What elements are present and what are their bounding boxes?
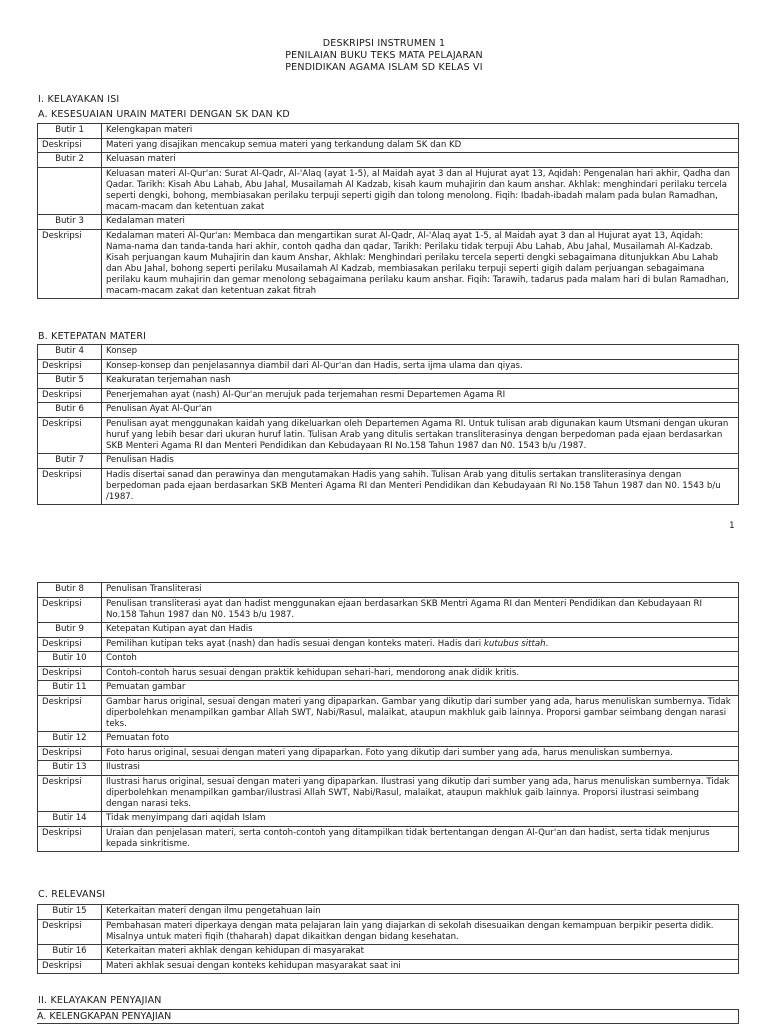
table-row bbox=[38, 827, 739, 852]
table-row bbox=[37, 1010, 739, 1024]
document-title bbox=[0, 38, 768, 74]
row-label-butir: Butir 14 bbox=[38, 812, 102, 827]
row-label-deskripsi: Deskripsi bbox=[38, 920, 102, 945]
title-line-2: PENILAIAN BUKU TEKS MATA PELAJARAN bbox=[285, 50, 483, 61]
table-row bbox=[38, 418, 739, 454]
row-label-deskripsi: Deskripsi bbox=[38, 598, 102, 623]
row-label-butir: Butir 9 bbox=[38, 623, 102, 638]
row-description: Materi yang disajikan mencakup semua materi yang terkandung dalam SK dan KD bbox=[102, 139, 739, 153]
row-label-butir: Butir 10 bbox=[38, 652, 102, 667]
section-heading-c: C. RELEVANSI bbox=[38, 889, 106, 900]
row-label-butir: Butir 4 bbox=[38, 345, 102, 360]
section-heading-ii-a: A. KELENGKAPAN PENYAJIAN bbox=[37, 1010, 739, 1024]
row-label-deskripsi: Deskripsi bbox=[38, 230, 102, 299]
row-label-deskripsi: Deskripsi bbox=[38, 469, 102, 505]
row-description: Konsep-konsep dan penjelasannya diambil dari Al-Qur'an dan Hadis, serta ijma ulama dan qiyas. bbox=[102, 360, 739, 374]
description-tail-text: . bbox=[545, 639, 549, 649]
table-row bbox=[38, 761, 739, 776]
table-row bbox=[38, 230, 739, 299]
row-criterion: Contoh bbox=[102, 652, 739, 667]
row-label-deskripsi: Deskripsi bbox=[38, 827, 102, 852]
row-criterion: Keakuratan terjemahan nash bbox=[102, 374, 739, 389]
row-label-deskripsi: Deskripsi bbox=[38, 667, 102, 681]
table-body bbox=[38, 905, 739, 974]
row-label-butir: Butir 6 bbox=[38, 403, 102, 418]
table-row bbox=[38, 124, 739, 139]
row-label-deskripsi: Deskripsi bbox=[38, 747, 102, 761]
table-row bbox=[38, 215, 739, 230]
row-criterion: Penulisan Ayat Al-Qur'an bbox=[102, 403, 739, 418]
table-body bbox=[38, 124, 739, 299]
row-description: Materi akhlak sesuai dengan konteks kehidupan masyarakat saat ini bbox=[102, 960, 739, 974]
row-label-deskripsi: Deskripsi bbox=[38, 418, 102, 454]
row-label-butir: Butir 7 bbox=[38, 454, 102, 469]
table-row bbox=[38, 652, 739, 667]
row-label-deskripsi: Deskripsi bbox=[38, 696, 102, 732]
table-row bbox=[38, 920, 739, 945]
row-label-butir: Butir 1 bbox=[38, 124, 102, 139]
row-label-butir: Butir 12 bbox=[38, 732, 102, 747]
row-description: Penulisan ayat menggunakan kaidah yang dikeluarkan oleh Departemen Agama RI. Untuk tulisan arab digunakan kaum Utsmani dengan ukuran huruf yang lebih besar dari ukuran huruf latin. Tulisan Arab yang ditulis sertakan transliterasinya dengan berpedoman pada ejaan berdasarkan SKB Menteri Agama RI dan Menteri Pendidikan dan Kebudayaan RI No.158 Tahun 1987 dan N0. 1543 b/u /1987. bbox=[102, 418, 739, 454]
table-relevansi bbox=[37, 904, 739, 974]
description-italic-text: kutubus sittah bbox=[483, 639, 546, 649]
row-label-deskripsi: Deskripsi bbox=[38, 389, 102, 403]
table-body bbox=[38, 583, 739, 852]
table-row bbox=[38, 583, 739, 598]
table-row bbox=[38, 345, 739, 360]
row-criterion: Konsep bbox=[102, 345, 739, 360]
row-label-butir: Butir 16 bbox=[38, 945, 102, 960]
row-description: Contoh-contoh harus sesuai dengan praktik kehidupan sehari-hari, mendorong anak didik kritis. bbox=[102, 667, 739, 681]
table-row bbox=[38, 960, 739, 974]
section-heading-b: B. KETEPATAN MATERI bbox=[38, 331, 147, 342]
row-label-deskripsi bbox=[38, 168, 102, 215]
table-row bbox=[38, 681, 739, 696]
row-description: Uraian dan penjelasan materi, serta contoh-contoh yang ditampilkan tidak bertentangan dengan Al-Qur'an dan hadist, serta tidak menjurus kepada sinkritisme. bbox=[102, 827, 739, 852]
table-row bbox=[38, 812, 739, 827]
row-label-butir: Butir 15 bbox=[38, 905, 102, 920]
row-label-butir: Butir 2 bbox=[38, 153, 102, 168]
row-description: Penulisan transliterasi ayat dan hadist menggunakan ejaan berdasarkan SKB Mentri Agama RI dan Menteri Pendidikan dan Kebudayaan RI No.158 Tahun 1987 dan N0. 1543 b/u 1987. bbox=[102, 598, 739, 623]
row-label-butir: Butir 11 bbox=[38, 681, 102, 696]
row-label-deskripsi: Deskripsi bbox=[38, 776, 102, 812]
row-description: Kedalaman materi Al-Qur'an: Membaca dan mengartikan surat Al-Qadr, Al-'Alaq ayat 1-5, al Maidah ayat 3 dan al Hujurat ayat 13, Aqidah: Nama-nama dan tanda-tanda hari akhir, contoh qadha dan qadar, Tarikh: Perilaku tidak terpuji Abu Lahab, Abu Jahal, Musailamah Al-Kadzab. Kisah perjuangan kaum Muhajirin dan kaum Anshar, Akhlak: Menghindari perilaku tercela seperti dengki sebagaimana ditunjukkan Abu Lahab dan Abu Jahal, bohong seperti perilaku Musailamah Al Kadzab, membiasakan perilaku terpuji seperti gigih dalam perjuangan sebagaimana perilaku kaum muhajirin dan gemar menolong sebagaimana perilaku kaum anshar. Fiqih: Tarawih, tadarus pada malam hari di bulan Ramadhan, macam-macam zakat dan ketentuan zakat fitrah bbox=[102, 230, 739, 299]
page-number: 1 bbox=[729, 521, 735, 531]
table-row bbox=[38, 360, 739, 374]
row-description: Hadis disertai sanad dan perawinya dan mengutamakan Hadis yang sahih. Tulisan Arab yang ditulis sertakan transliterasinya dengan berpedoman pada ejaan berdasarkan SKB Menteri Agama RI dan Menteri Pendidikan dan Kebudayaan RI No.158 Tahun 1987 dan N0. 1543 b/u /1987. bbox=[102, 469, 739, 505]
table-ketepatan-lanjutan bbox=[37, 582, 739, 852]
section-heading-a: A. KESESUAIAN URAIN MATERI DENGAN SK DAN KD bbox=[38, 109, 290, 120]
title-line-1: DESKRIPSI INSTRUMEN 1 bbox=[322, 38, 446, 49]
row-label-deskripsi: Deskripsi bbox=[38, 638, 102, 652]
row-criterion: Kedalaman materi bbox=[102, 215, 739, 230]
row-label-deskripsi: Deskripsi bbox=[38, 360, 102, 374]
table-row bbox=[38, 623, 739, 638]
table-row bbox=[38, 732, 739, 747]
row-criterion: Ketepatan Kutipan ayat dan Hadis bbox=[102, 623, 739, 638]
table-kesesuaian bbox=[37, 123, 739, 299]
table-kelengkapan-penyajian bbox=[37, 1009, 739, 1024]
table-row bbox=[38, 667, 739, 681]
row-label-deskripsi: Deskripsi bbox=[38, 139, 102, 153]
table-row bbox=[38, 945, 739, 960]
row-criterion: Pemuatan foto bbox=[102, 732, 739, 747]
table-row bbox=[38, 139, 739, 153]
table-row bbox=[38, 747, 739, 761]
row-description bbox=[102, 638, 739, 652]
row-criterion: Keterkaitan materi dengan ilmu pengetahuan lain bbox=[102, 905, 739, 920]
table-row bbox=[38, 389, 739, 403]
table-row bbox=[38, 638, 739, 652]
table-row bbox=[38, 598, 739, 623]
row-label-butir: Butir 8 bbox=[38, 583, 102, 598]
row-description: Gambar harus original, sesuai dengan materi yang dipaparkan. Gambar yang dikutip dari sumber yang ada, harus menuliskan sumbernya. Tidak diperbolehkan menampilkan gambar Allah SWT, Nabi/Rasul, malaikat, ataupun makhluk gaib lainnya. Proporsi gambar seimbang dengan narasi teks. bbox=[102, 696, 739, 732]
row-label-deskripsi: Deskripsi bbox=[38, 960, 102, 974]
table-ketepatan bbox=[37, 344, 739, 505]
row-label-butir: Butir 13 bbox=[38, 761, 102, 776]
row-description: Penerjemahan ayat (nash) Al-Qur'an merujuk pada terjemahan resmi Departemen Agama RI bbox=[102, 389, 739, 403]
row-label-butir: Butir 5 bbox=[38, 374, 102, 389]
table-row bbox=[38, 696, 739, 732]
row-description: Ilustrasi harus original, sesuai dengan materi yang dipaparkan. Ilustrasi yang dikutip dari sumber yang ada, harus menuliskan sumbernya. Tidak diperbolehkan menampilkan gambar/ilustrasi Allah SWT, Nabi/Rasul, malaikat, ataupun makhluk gaib lainnya. Proporsi ilustrasi seimbang dengan narasi teks. bbox=[102, 776, 739, 812]
table-row bbox=[38, 374, 739, 389]
table-row bbox=[38, 905, 739, 920]
row-criterion: Pemuatan gambar bbox=[102, 681, 739, 696]
row-criterion: Penulisan Transliterasi bbox=[102, 583, 739, 598]
table-row bbox=[38, 469, 739, 505]
row-criterion: Tidak menyimpang dari aqidah Islam bbox=[102, 812, 739, 827]
table-row bbox=[38, 776, 739, 812]
row-label-butir: Butir 3 bbox=[38, 215, 102, 230]
row-criterion: Kelengkapan materi bbox=[102, 124, 739, 139]
table-row bbox=[38, 168, 739, 215]
description-text: Pemilihan kutipan teks ayat (nash) dan hadis sesuai dengan konteks materi. Hadis dari bbox=[106, 639, 484, 649]
section-heading-i: I. KELAYAKAN ISI bbox=[38, 94, 120, 105]
table-body bbox=[38, 345, 739, 505]
section-heading-ii: II. KELAYAKAN PENYAJIAN bbox=[38, 995, 162, 1006]
row-description: Keluasan materi Al-Qur'an: Surat Al-Qadr, Al-'Alaq (ayat 1-5), al Maidah ayat 3 dan al Hujurat ayat 13, Aqidah: Pengenalan hari akhir, Qadha dan Qadar. Tarikh: Kisah Abu Lahab, Abu Jahal, Musailamah Al Kadzab, kisah kaum muhajirin dan kaum anshar. Akhlak: menghindari perilaku tercela seperti dengki, bohong, membiasakan perilaku terpuji seperti gigih dan tolong menolong. Fiqih: Ibadah-ibadah malam pada bulan Ramadhan, macam-macam dan ketentuan zakat bbox=[102, 168, 739, 215]
table-row bbox=[38, 153, 739, 168]
row-criterion: Keluasan materi bbox=[102, 153, 739, 168]
row-criterion: Keterkaitan materi akhlak dengan kehidupan di masyarakat bbox=[102, 945, 739, 960]
table-row bbox=[38, 454, 739, 469]
row-criterion: Ilustrasi bbox=[102, 761, 739, 776]
title-line-3: PENDIDIKAN AGAMA ISLAM SD KELAS VI bbox=[285, 62, 483, 73]
row-criterion: Penulisan Hadis bbox=[102, 454, 739, 469]
row-description: Foto harus original, sesuai dengan materi yang dipaparkan. Foto yang dikutip dari sumber yang ada, harus menuliskan sumbernya. bbox=[102, 747, 739, 761]
row-description: Pembahasan materi diperkaya dengan mata pelajaran lain yang diajarkan di sekolah disesuaikan dengan kemampuan berpikir peserta didik. Misalnya untuk materi fiqih (thaharah) dapat dikaitkan dengan bidang kesehatan. bbox=[102, 920, 739, 945]
table-row bbox=[38, 403, 739, 418]
